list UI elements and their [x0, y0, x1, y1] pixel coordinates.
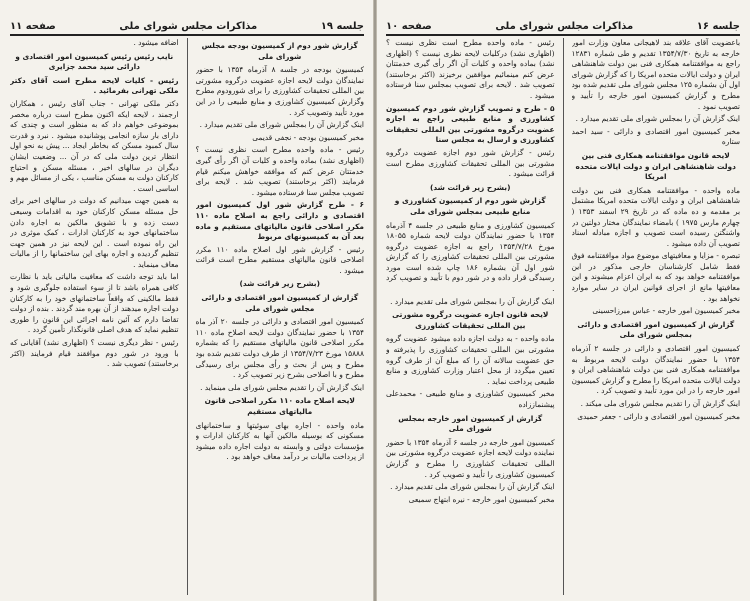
paragraph: رئیس - کلیات لایحه مطرح است آقای دکتر ملکی تهرانی بفرمائید . — [10, 75, 179, 96]
right-page-column-left — [386, 38, 555, 595]
paragraph: کمیسیون امور اقتصادی و دارائی در جلسه ۲۰ آذر ماه ۱۳۵۴ با حضور نمایندگان دولت لایحه اصلاح ماده ۱۱۰ مکرر اصلاحی قانون مالیاتهای مستقیم را که بشماره ۱۵۸۸۸ مورخ ۱۳۵۴/۷/۲۳ از طرف دولت تقدیم شده بود مطرح و پس از بحث و رأی مجلس برای رسیدگی مطرح و با اصلاحی بشرح زیر تصویب کرد . — [195, 317, 364, 380]
left-page-column-left — [10, 38, 179, 595]
left-page-columns — [10, 38, 364, 595]
paragraph: گزارش شور دوم از کمیسیون بودجه مجلس شورای ملی — [201, 41, 358, 61]
right-session-number: جلسه ۱۶ — [696, 21, 740, 32]
column-divider — [563, 38, 564, 595]
paragraph: مخبر کمیسیون کشاورزی و منابع طبیعی - محمدعلی پیشنماززاده — [386, 389, 555, 409]
paragraph: کمیسیون امور خارجه در جلسه ۶ آذرماه ۱۳۵۴ با حضور نماینده دولت لایحه اجازه عضویت درگروه مشورتی بین المللی تحقیقات کشاورزی را مطرح و گزارش کمیسیون کشاورزی را تأیید و تصویب کرد . — [386, 437, 555, 479]
paragraph: تبصره - مزایا و معافیتهای موضوع مواد موافقتنامه فوق فقط شامل کارشناسان خارجی مذکور در این موافقتنامه خواهد بود که به ایران اعزام میشوند و این معافیتها مانع از اجرای قوانین ایران در سایر موارد نخواهد بود . — [571, 251, 740, 303]
paragraph: لایحه اصلاح ماده ۱۱۰ مکرر اصلاحی قانون مالیاتهای مستقیم — [204, 396, 355, 416]
paragraph: رئیس - ماده واحده مطرح است نظری نیست ؟ (اظهاری نشد) بماده واحده و کلیات آن اگر رأی گیری خدمتتان عرض کنم که موافقه خواهش میکنم قیام فرمایند (اکثر برخاستند) تصویب شد . لایحه برای تصویب مجلس سنا فرستاده میشود . — [195, 145, 364, 197]
left-running-title: مذاکرات مجلس شورای ملی — [119, 21, 258, 32]
paragraph: مخبر کمیسیون امور اقتصادی و دارائی - سید احمد ستاره — [571, 126, 740, 147]
right-page — [376, 0, 750, 601]
left-page — [0, 0, 374, 601]
paragraph: اضافه میشود . — [133, 38, 179, 47]
paragraph: گزارش شور دوم از کمیسیون کشاورزی و منابع طبیعی بمجلس شورای ملی — [394, 196, 546, 216]
column-divider — [187, 38, 188, 595]
right-page-column-right — [572, 38, 741, 595]
left-page-header — [10, 12, 364, 36]
paragraph: گزارش از کمیسیون امور اقتصادی و دارائی بمجلس شورای ملی — [577, 319, 735, 340]
paragraph: کمیسیون کشاورزی و منابع طبیعی در جلسه ۴ آذرماه ۱۳۵۴ با حضور نمایندگان دولت لایحه شماره ۱۸۰۵۵ مورخ ۱۳۵۴/۷/۲۸ راجع به اجازه عضویت درگروه مشورتی بین المللی تحقیقات کشاورزی را که گزارش شور اول آن بشماره ۱۸۶ چاپ شده است مورد رسیدگی قرار داده و در شور دوم با تأیید و تصویب کرد . — [386, 220, 555, 294]
paragraph: (بشرح زیر قرائت شد) — [239, 279, 320, 289]
left-session-number: جلسه ۱۹ — [320, 21, 364, 32]
paragraph: به همین جهت میدانیم که دولت در سالهای اخیر برای حل مسئله مسکن کارکنان خود به اقدامات وسیعی دست زده و با تشویق مالکین به اجاره دادن ساختمانهای خود به کارکنان ادارات ، کمک موثری در این راه نموده است . این لایحه نیز در همین جهت تنظیم گردیده و اجاره بهای این ساختمانها را از مالیات معاف مینماید . — [10, 196, 179, 269]
right-page-number: صفحه ۱۰ — [386, 21, 432, 32]
paragraph: ماده واحده - موافقتنامه همکاری فنی بین دولت شاهنشاهی ایران و دولت ایالات متحده امریکا مشتمل بر مقدمه و ده ماده که در تاریخ ۲۹ اسفند ۱۳۵۳ ( چهارم مارس ۱۹۷۵ ) بامضاء نمایندگان مختار دولتین در واشنگتن رسیده است تصویب و اجازه مبادله اسناد تصویب آن داده میشود . — [571, 185, 740, 248]
paragraph: دکتر ملکی تهرانی - جناب آقای رئیس ، همکاران ارجمند ، لایحه ایکه اکنون مطرح است درباره مخصر بموضوعی خواهم داد که به منظور است و چندی که دارای بار سازه انجامی پوشانیده میشود . نبرد و قدرت سال کمبود مسکن که بخاطر ایجاد ... پیش به نحو اول انتظار ترین دولت ملی که در آن ... وضعیت ایشان دیگران در سالهای اخیر ، مسئله مسکن و احتیاج کارکنان دولت به مسکن مناسب ، یکی از مسائل مهم و اساسی است . — [10, 98, 179, 193]
paragraph: رئیس - گزارش شور اول اصلاح ماده ۱۱۰ مکرر اصلاحی قانون مالیاتهای مستقیم مطرح است قرائت میشود . — [195, 244, 364, 275]
paragraph: لایحه قانون موافقتنامه همکاری فنی بین دولت شاهنشاهی ایران و دولت ایالات متحده امریکا — [575, 150, 736, 182]
right-page-columns — [386, 38, 740, 595]
paragraph: ۶ - طرح گزارش شور اول کمیسیون امور اقتصادی و دارائی راجع به اصلاح ماده ۱۱۰ مکرر اصلاحی قانون مالیاتهای مستقیم و ماده بعد آن به کمیسیونهای مربوط — [195, 200, 364, 242]
left-page-column-right — [196, 38, 365, 595]
paragraph: اینک گزارش آن را تقدیم مجلس شورای ملی میکند . — [580, 399, 740, 408]
paragraph: لایحه قانون اجازه عضویت درگروه مشورتی بین المللی تحقیقات کشاورزی — [392, 310, 549, 330]
paragraph: مخبر کمیسیون امور اقتصادی و دارائی - جعفر حمیدی — [577, 411, 740, 421]
paragraph: اینک گزارش آن را بمجلس شورای ملی تقدیم میدارد . — [390, 482, 555, 492]
paragraph: ماده واحده - اجاره بهای سوئیتها و ساختمانهای مسکونی که بوسیله مالکین آنها به کارکنان ادارات و مؤسسات دولتی و وابسته به دولت اجاره داده میشود از پرداخت مالیات بر درآمد معاف خواهد بود . — [195, 420, 364, 462]
paragraph: مخبر کمیسیون بودجه - نجفی قدیمی — [252, 132, 364, 142]
left-page-number: صفحه ۱۱ — [10, 21, 56, 32]
right-page-header — [386, 12, 740, 36]
paragraph: ۵ - طرح و تصویب گزارش شور دوم کمیسیون کشاورزی و منابع طبیعی راجع به اجازه عضویت درگروه مشورتی بین المللی تحقیقات کشاورزی و ارسال به مجلس سنا — [386, 103, 555, 145]
paragraph: کمیسیون امور اقتصادی و دارائی در جلسه ۲ آذرماه ۱۳۵۴ با حضور نمایندگان دولت لایحه مربوط به موافقتنامه همکاری فنی بین دولت شاهنشاهی ایران و دولت ایالات متحده امریکا را مطرح و گزارش کمیسیون امور خارجه را در این مورد تأیید و تصویب کرد . — [571, 344, 740, 396]
paragraph: باعضویت آقای علاقه بند لاهیجانی معاون وزارت امور خارجه به تاریخ ۱۳۵۴/۷/۳۰ تقدیم و طی شماره ۱۲۸۳۱ راجع به موافقتنامه همکاری فنی بین دولت شاهنشاهی ایران و دولت ایالات متحده امریکا را که گزارش شورای اول آن بشماره ۱۲۵ مجلس شورای ملی تقدیم شده بود مطرح و گزارش کمیسیون امور خارجه را تأیید و تصویب نمود . — [571, 38, 740, 111]
paragraph: اینک گزارش آن را تقدیم مجلس شورای ملی مینماید . — [200, 382, 364, 392]
paragraph: گزارش از کمیسیون امور اقتصادی و دارائی مجلس شورای ملی — [201, 293, 359, 313]
paragraph: نایب رئیس رئیس کمیسیون امور اقتصادی و دارائی سید محمد جزایری — [15, 51, 174, 72]
right-running-title: مذاکرات مجلس شورای ملی — [495, 21, 634, 32]
paragraph: مخبر کمیسیون امور خارجه - عباس میرزاحسینی — [592, 306, 740, 316]
paragraph: رئیس - گزارش شور دوم اجازه عضویت درگروه مشورتی بین المللی تحقیقات کشاورزی مطرح است قرائت میشود . — [386, 147, 555, 179]
paragraph: رئیس - ماده واحده مطرح است نظری نیست ؟ (اظهاری نشد) درکلیات لایحه نظری نیست ؟ (اظهاری نشد) بماده واحده و کلیات آن اگر رأی گیری خدمتتان عرض کنم مینمائیم موافقین برخیزند (اکثر برخاستند) تصویب شد . لایحه برای تصویب بمجلس سنا فرستاده میشود . — [386, 38, 555, 100]
paragraph: اینک گزارش آن را بمجلس شورای ملی تقدیم میدارد . — [199, 120, 364, 130]
paragraph: کمیسیون بودجه در جلسه ۸ آذرماه ۱۳۵۴ با حضور نمایندگان دولت لایحه اجازه عضویت درگروه مشورتی بین المللی تحقیقات کشاورزی را برای شورودوم مطرح وگزارش کمیسیون کشاورزی و منابع طبیعی را در این مورد تأیید وتصویب کرد . — [195, 65, 364, 117]
paragraph: رئیس - نظر دیگری نیست ؟ (اظهاری نشد) آقایانی که با ورود در شور دوم موافقند قیام فرمایند (اکثر برخاستند) تصویب شد . — [10, 338, 179, 369]
paragraph: ماده واحده - به دولت اجازه داده میشود عضویت گروه مشورتی بین المللی تحقیقات کشاورزی را پذیرفته و حق عضویت سالانه آن را که مبلغ آن از طرف گروه تعیین میگردد از محل اعتبار وزارت کشاورزی و منابع طبیعی پرداخت نماید . — [386, 334, 555, 386]
paragraph: اینک گزارش آن را بمجلس شورای ملی تقدیم میدارد . — [390, 296, 555, 306]
paragraph: (بشرح زیر قرائت شد) — [430, 182, 511, 192]
paragraph: گزارش از کمیسیون امور خارجه بمجلس شورای ملی — [398, 413, 543, 434]
paragraph: مخبر کمیسیون امور خارجه - نیره ابتهاج سمیعی — [408, 494, 555, 504]
paragraph: اینک گزارش آن را بمجلس شورای ملی تقدیم میدارد . — [575, 114, 740, 124]
paragraph: اما باید توجه داشت که معافیت مالیاتی باید با نظارت کافی همراه باشد تا از سوء استفاده جلوگیری شود و فقط مالکینی که واقعاً ساختمانهای خود را به کارکنان دولت اجاره میدهند از آن بهره مند گردند . بنده از دولت تقاضا دارم که آئین نامه اجرائی این قانون را طوری تنظیم نماید که هدف اصلی قانونگذار تأمین گردد . — [10, 272, 179, 335]
